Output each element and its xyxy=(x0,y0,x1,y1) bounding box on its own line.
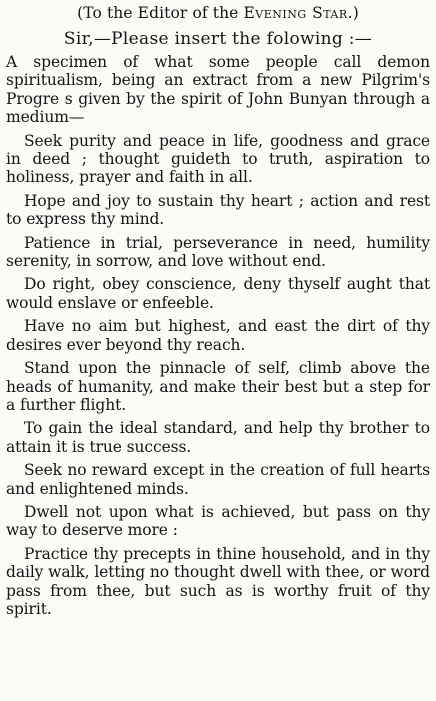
editor-heading xyxy=(6,0,430,23)
editor-prefix: (To the Editor of the xyxy=(77,4,244,22)
editor-suffix: .) xyxy=(347,4,359,22)
newspaper-name: Evening Star xyxy=(243,4,348,22)
paragraph-pinnacle: Stand upon the pinnacle of self, climb above the heads of humanity, and make their best but a step for a further flight. xyxy=(6,359,430,414)
paragraph-patience: Patience in trial, perseverance in need, humility serenity, in sorrow, and love without end. xyxy=(6,233,430,271)
paragraph-practice: Practice thy precepts in thine household, and in thy daily walk, letting no thought dwell with thee, or word pass from thee, but such as is worthy fruit of thy spirit. xyxy=(6,544,430,618)
paragraph-aim: Have no aim but highest, and east the dirt of thy desires ever beyond thy reach. xyxy=(6,317,430,354)
letter-body xyxy=(6,53,430,618)
paragraph-do-right: Do right, obey conscience, deny thyself aught that would enslave or enfeeble. xyxy=(6,275,430,312)
salutation: Sir,—Please insert the folowing :— xyxy=(63,29,373,49)
paragraph-hope: Hope and joy to sustain thy heart ; action and rest to express thy mind. xyxy=(6,191,430,229)
paragraph-ideal: To gain the ideal standard, and help thy brother to attain it is true success. xyxy=(6,419,430,456)
paragraph-purity: Seek purity and peace in life, goodness and grace in deed ; thought guideth to truth, aspiration to holiness, prayer and faith in all. xyxy=(6,131,430,187)
paragraph-intro: A specimen of what some people call demon spiritualism, being an extract from a new Pilgrim's Progre s given by the spirit of John Bunyan through a medium— xyxy=(6,53,430,127)
paragraph-reward: Seek no reward except in the creation of full hearts and enlightened minds. xyxy=(6,461,430,498)
paragraph-dwell: Dwell not upon what is achieved, but pass on thy way to deserve more : xyxy=(6,502,430,540)
